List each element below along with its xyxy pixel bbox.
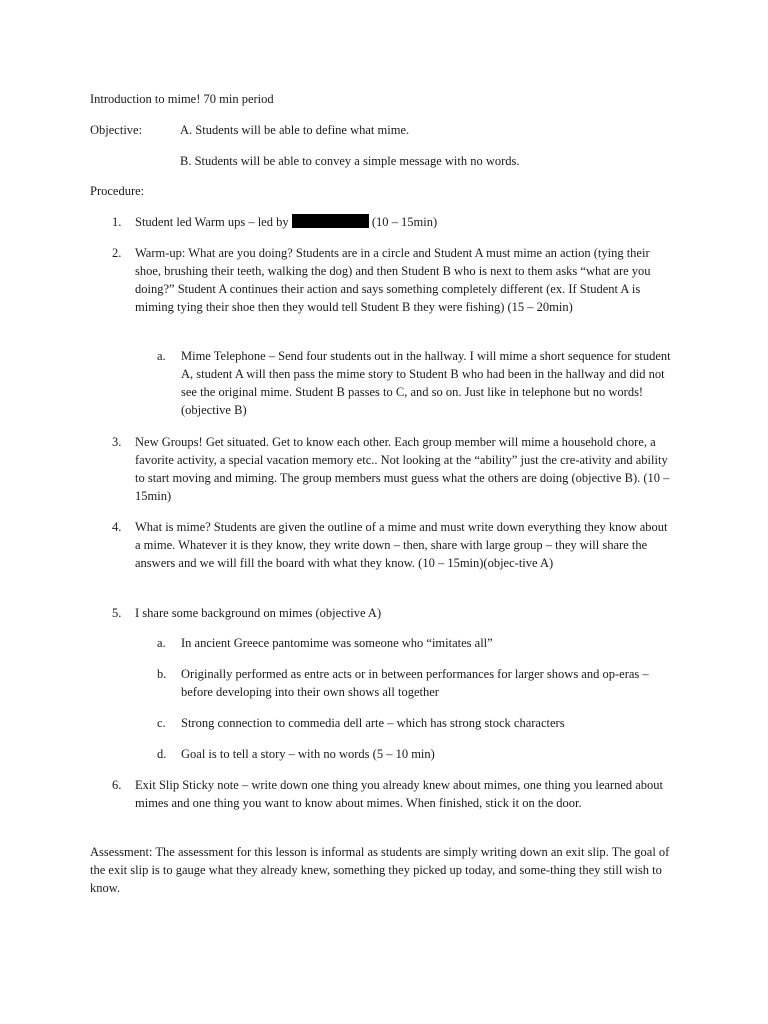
step-text: Warm-up: What are you doing? Students are in a circle and Student A must mime an action (tying their shoe, brushing their teeth, walking the dog) and then Student B who is next to them asks “what are you doing?” Student A continues their action and says something completely different (ex. If Student A is miming tying their shoe then they would tell Student B they were fishing) (15 – 20min) <box>135 246 651 314</box>
redaction-bar <box>292 214 369 228</box>
lesson-title: Introduction to mime! 70 min period <box>90 92 274 106</box>
step-1 <box>112 213 672 231</box>
step-text: I share some background on mimes (objective A) <box>135 606 382 620</box>
step-6 <box>112 776 672 812</box>
assessment-paragraph: Assessment: The assessment for this lesson is informal as students are simply writing down an exit slip. The goal of the exit slip is to gauge what they already knew, something they picked up today, and some-thing they still wish to know. <box>90 845 670 895</box>
step-number: 2. <box>112 246 122 260</box>
sub-letter: d. <box>157 747 167 761</box>
step-number: 4. <box>112 520 122 534</box>
step-number: 3. <box>112 435 122 449</box>
step-number: 5. <box>112 606 122 620</box>
objective-label: Objective: <box>90 123 143 137</box>
sub-text: Goal is to tell a story – with no words (5 – 10 min) <box>181 747 435 761</box>
step-text: New Groups! Get situated. Get to know each other. Each group member will mime a household chore, a favorite activity, a special vacation memory etc.. Not looking at the “ability” just the cre-ativity and ability to start moving and miming. The group members must guess what the others are doing (objective B). (10 – 15min) <box>135 435 670 503</box>
sub-text: In ancient Greece pantomime was someone who “imitates all” <box>181 636 493 650</box>
procedure-label: Procedure: <box>90 184 145 198</box>
step-2 <box>112 244 672 316</box>
sub-text: Strong connection to commedia dell arte – which has strong stock characters <box>181 716 565 730</box>
objective-a-row <box>90 121 409 139</box>
sub-text: Originally performed as entre acts or in between performances for larger shows and op-eras – before developing into their own shows all together <box>181 667 649 699</box>
sub-letter: b. <box>157 667 167 681</box>
step-3 <box>112 433 672 505</box>
step-5-sub-c <box>157 714 672 732</box>
sub-letter: a. <box>157 636 166 650</box>
step-text: Exit Slip Sticky note – write down one thing you already knew about mimes, one thing you learned about mimes and one thing you want to know about mimes. When finished, stick it on the door. <box>135 778 664 810</box>
step-5 <box>112 604 672 622</box>
objective-a: A. Students will be able to define what mime. <box>180 123 410 137</box>
step-5-sub-b <box>157 665 672 701</box>
sub-letter: a. <box>157 349 166 363</box>
step-text: What is mime? Students are given the outline of a mime and must write down everything they know about a mime. Whatever it is they know, they write down – then, share with large group – they will share the answers and we will fill the board with what they know. (10 – 15min)(objec-tive A) <box>135 520 668 570</box>
sub-letter: c. <box>157 716 166 730</box>
objective-b: B. Students will be able to convey a simple message with no words. <box>180 154 520 168</box>
step-2-sub-a <box>157 347 672 419</box>
sub-text: Mime Telephone – Send four students out in the hallway. I will mime a short sequence for student A, student A will then pass the mime story to Student B who had been in the hallway and did not see the original mime. Student B passes to C, and so on. Just like in telephone but no words! (objective B) <box>181 349 671 417</box>
step-text: Student led Warm ups – led by (10 – 15min) <box>135 215 438 229</box>
step-5-sub-d <box>157 745 672 763</box>
step-number: 1. <box>112 215 122 229</box>
step-4 <box>112 518 672 572</box>
step-number: 6. <box>112 778 122 792</box>
step-5-sub-a <box>157 634 672 652</box>
